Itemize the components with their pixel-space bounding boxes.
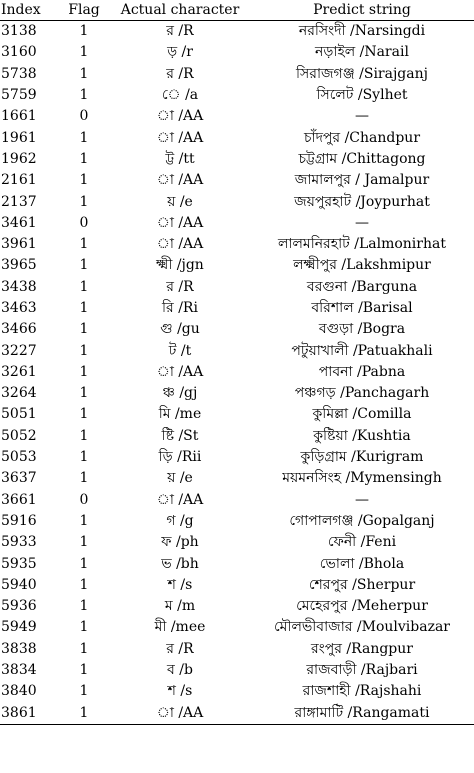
cell-actual-character: র /R — [166, 23, 194, 40]
table-row — [0, 298, 474, 319]
cell-actual-character: ক্ষ্মী /jgn — [156, 257, 204, 274]
table-row — [0, 42, 474, 63]
cell-actual-character: র /R — [166, 278, 194, 295]
table-row — [0, 277, 474, 298]
cell-predict-string: — — [355, 108, 369, 125]
cell-flag: 1 — [79, 534, 89, 551]
cell-actual-character: গু /gu — [160, 321, 200, 338]
cell-actual-character: গ /g — [166, 512, 194, 529]
table-row — [0, 468, 474, 489]
cell-index: 5759 — [1, 87, 37, 104]
cell-actual-character: ড়ি /Rii — [158, 449, 202, 466]
table-row — [0, 234, 474, 255]
cell-predict-string: লক্ষ্মীপুর /Lakshmipur — [293, 257, 431, 274]
table-row — [0, 21, 474, 43]
table-row — [0, 170, 474, 191]
cell-actual-character: ফ /ph — [161, 534, 199, 551]
table-row — [0, 404, 474, 425]
cell-index: 3463 — [1, 300, 37, 316]
cell-index: 5916 — [1, 512, 37, 529]
cell-predict-string: রাজশাহী /Rajshahi — [302, 683, 422, 700]
cell-actual-character: য় /e — [167, 470, 193, 487]
cell-index: 1661 — [1, 108, 37, 125]
cell-index: 2161 — [1, 172, 37, 189]
cell-flag: 1 — [79, 598, 89, 615]
cell-predict-string: শেরপুর /Sherpur — [308, 576, 416, 593]
cell-actual-character: র /R — [166, 65, 194, 82]
cell-predict-string: — — [355, 214, 369, 231]
cell-index: 3861 — [0, 703, 58, 725]
cell-actual-character: ট /t — [168, 342, 192, 359]
cell-index: 3840 — [1, 683, 37, 700]
cell-flag: 1 — [79, 172, 89, 189]
cell-flag: 1 — [79, 300, 89, 316]
table-row — [0, 149, 474, 170]
table-row — [0, 213, 474, 234]
cell-index: 2137 — [1, 193, 37, 210]
cell-index: 5940 — [1, 576, 37, 593]
cell-index: 3965 — [1, 257, 37, 274]
cell-index: 5933 — [1, 534, 37, 551]
cell-predict-string: কুষ্টিয়া /Kushtia — [313, 427, 411, 444]
cell-actual-character: মী /mee — [154, 619, 206, 636]
cell-predict-string: চট্টগ্রাম /Chittagong — [298, 150, 426, 167]
table-row — [0, 340, 474, 361]
cell-flag: 1 — [79, 23, 89, 40]
cell-predict-string: মৌলভীবাজার /Moulvibazar — [273, 619, 450, 636]
cell-predict-string: জামালপুর / Jamalpur — [294, 172, 430, 189]
cell-index: 3227 — [1, 342, 37, 359]
cell-flag: 1 — [79, 619, 89, 636]
cell-predict-string: গোপালগঞ্জ /Gopalganj — [289, 512, 435, 529]
cell-index: 5051 — [1, 406, 37, 423]
cell-predict-string: রংপুর /Rangpur — [311, 640, 413, 657]
table-row — [0, 426, 474, 447]
cell-flag: 1 — [79, 257, 89, 274]
table-row — [0, 617, 474, 638]
cell-actual-character: মি /me — [158, 406, 202, 423]
cell-actual-character: ভ /bh — [161, 555, 199, 572]
cell-index: 3264 — [1, 385, 37, 402]
table-header — [0, 0, 474, 21]
header-predict-string: Predict string — [250, 0, 474, 21]
cell-flag: 1 — [79, 65, 89, 82]
table-row — [0, 532, 474, 553]
cell-index: 3637 — [1, 470, 37, 487]
table-row — [0, 319, 474, 340]
cell-flag: 1 — [79, 470, 89, 487]
cell-predict-string: মেহেরপুর /Meherpur — [296, 598, 428, 615]
cell-predict-string: পাবনা /Pabna — [318, 363, 406, 380]
cell-flag: 1 — [79, 427, 89, 444]
cell-actual-character: া /AA — [156, 108, 204, 125]
cell-flag: 1 — [79, 683, 89, 700]
cell-index: 5053 — [1, 449, 37, 466]
cell-predict-string: বরগুনা /Barguna — [306, 278, 418, 295]
cell-index: 5949 — [1, 619, 37, 636]
cell-actual-character: া /AA — [156, 236, 204, 253]
cell-actual-character: া /AA — [156, 129, 204, 146]
table-row — [0, 447, 474, 468]
cell-flag: 1 — [79, 449, 89, 466]
cell-index: 3834 — [1, 662, 37, 679]
cell-actual-character: ড় /r — [167, 44, 193, 61]
cell-actual-character: া /AA — [156, 363, 204, 380]
table-row — [0, 490, 474, 511]
cell-index: 1961 — [1, 129, 37, 146]
cell-predict-string: নড়াইল /Narail — [315, 44, 409, 61]
cell-index: 3961 — [1, 236, 37, 253]
cell-flag: 1 — [79, 278, 89, 295]
cell-index: 3838 — [1, 640, 37, 657]
cell-flag: 1 — [79, 363, 89, 380]
table-body — [0, 21, 474, 725]
table-row — [0, 191, 474, 212]
cell-actual-character: য় /e — [167, 193, 193, 210]
cell-index: 1962 — [1, 150, 37, 167]
cell-actual-character: শ /s — [167, 683, 193, 700]
cell-predict-string: বগুড়া /Bogra — [318, 321, 406, 338]
cell-actual-character: র /R — [166, 640, 194, 657]
cell-flag: 1 — [79, 236, 89, 253]
cell-predict-string: ভোলা /Bhola — [319, 555, 405, 572]
cell-index: 5935 — [1, 555, 37, 572]
cell-index: 3466 — [1, 321, 37, 338]
cell-index: 3661 — [1, 491, 37, 508]
cell-flag: 1 — [79, 406, 89, 423]
cell-predict-string: নরসিংদী /Narsingdi — [298, 23, 426, 40]
cell-predict-string: পঞ্চগড় /Panchagarh — [294, 385, 430, 402]
cell-flag: 1 — [79, 555, 89, 572]
table-row — [0, 255, 474, 276]
cell-actual-character: ব /b — [167, 662, 193, 679]
cell-actual-character: া /AA — [156, 491, 204, 508]
cell-flag: 1 — [79, 385, 89, 402]
table-row — [0, 703, 474, 725]
cell-index: 3160 — [1, 44, 37, 61]
table-row — [0, 127, 474, 148]
cell-predict-string: সিরাজগঞ্জ /Sirajganj — [296, 65, 428, 82]
cell-flag: 1 — [79, 662, 89, 679]
cell-flag: 1 — [79, 321, 89, 338]
cell-predict-string: ফেনী /Feni — [327, 534, 397, 551]
cell-index: 3461 — [1, 214, 37, 231]
table-row — [0, 553, 474, 574]
table-row — [0, 362, 474, 383]
cell-index: 3138 — [1, 23, 37, 40]
table-row — [0, 511, 474, 532]
cell-index: 3261 — [1, 363, 37, 380]
cell-index: 3438 — [1, 278, 37, 295]
cell-predict-string: কুড়িগ্রাম /Kurigram — [300, 449, 424, 466]
table-row — [0, 106, 474, 127]
table-row — [0, 85, 474, 106]
table-row — [0, 575, 474, 596]
cell-index: 5052 — [1, 427, 37, 444]
cell-actual-character: ঞ্চ /gj — [162, 385, 198, 402]
cell-predict-string: পটুয়াখালী /Patuakhali — [291, 342, 433, 359]
cell-actual-character: া /AA — [156, 172, 204, 189]
cell-predict-string: লালমনিরহাট /Lalmonirhat — [278, 236, 446, 253]
cell-flag: 1 — [79, 87, 89, 104]
table-row — [0, 639, 474, 660]
cell-predict-string: জয়পুরহাট /Joypurhat — [294, 193, 430, 210]
cell-flag: 0 — [79, 491, 89, 508]
cell-flag: 1 — [79, 44, 89, 61]
cell-flag: 1 — [79, 129, 89, 146]
cell-flag: 0 — [79, 214, 89, 231]
cell-flag: 1 — [79, 342, 89, 359]
cell-predict-string: সিলেট /Sylhet — [316, 87, 408, 104]
cell-actual-character: ে /a — [161, 87, 199, 104]
header-actual-character: Actual character — [110, 0, 250, 21]
cell-predict-string: ময়মনসিংহ /Mymensingh — [282, 470, 442, 487]
cell-index: 5936 — [1, 598, 37, 615]
cell-actual-character: শ /s — [167, 576, 193, 593]
cell-predict-string: কুমিল্লা /Comilla — [312, 406, 412, 423]
cell-predict-string: রাজবাড়ী /Rajbari — [306, 662, 418, 679]
cell-actual-character: া /AA — [110, 703, 250, 725]
header-index: Index — [0, 0, 58, 21]
cell-flag: 1 — [79, 512, 89, 529]
cell-actual-character: ট্ট /tt — [165, 150, 195, 167]
cell-predict-string: বরিশাল /Barisal — [311, 300, 413, 316]
table-row — [0, 660, 474, 681]
cell-actual-character: া /AA — [156, 214, 204, 231]
cell-actual-character: রি /Ri — [162, 300, 198, 316]
table-row — [0, 383, 474, 404]
cell-flag: 1 — [79, 576, 89, 593]
cell-flag: 1 — [79, 150, 89, 167]
cell-flag: 1 — [79, 193, 89, 210]
cell-actual-character: ম /m — [164, 598, 196, 615]
cell-predict-string: রাঙ্গামাটি /Rangamati — [250, 703, 474, 725]
cell-index: 5738 — [1, 65, 37, 82]
cell-predict-string: — — [355, 491, 369, 508]
cell-flag: 1 — [58, 703, 110, 725]
table-row — [0, 596, 474, 617]
header-row — [0, 0, 474, 21]
table-row — [0, 681, 474, 702]
cell-actual-character: ষ্টি /St — [161, 427, 199, 444]
header-flag: Flag — [58, 0, 110, 21]
cell-flag: 1 — [79, 640, 89, 657]
cell-predict-string: চাঁদপুর /Chandpur — [303, 129, 421, 146]
cell-flag: 0 — [79, 108, 89, 125]
table-row — [0, 64, 474, 85]
